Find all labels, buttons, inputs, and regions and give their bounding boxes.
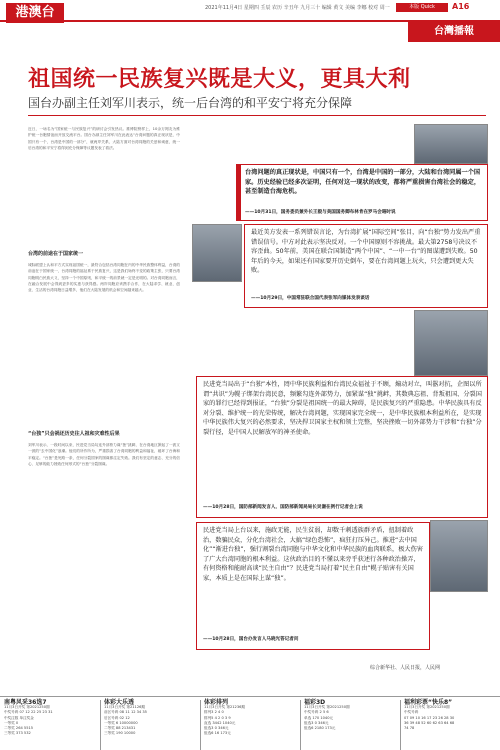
footer-source-note: 综合新华社、人民日报，人民网 — [370, 665, 441, 671]
lottery-line: 74 78 — [404, 726, 415, 731]
quote-box-3 — [196, 376, 488, 518]
quote-2-source: ——10月29日，中国常驻联合国代表张军向媒体发表谈话 — [251, 296, 370, 301]
lottery-line: 11月3日开奖 第2021250期 — [404, 705, 450, 710]
market-divider — [200, 700, 201, 750]
market-divider — [100, 700, 101, 750]
quote-2-text: 最近美方发表一系列错误言论，为台湾扩展“国际空间”张目，向“台独”势力发出严重错误信号。中方对此表示坚决反对。一个中国原则不容挑战。最大第2758号决议不容歪曲。50年前，美国在联合国制造“两个中国”、“一中一台”的图谋遭到失败。50年后的今天，如果还有国家要开历史倒车，要在台湾问题上玩火，只会遭到更大失败。 — [251, 229, 481, 274]
page-number: A16 — [452, 2, 470, 11]
quote-1-text: 台湾问题的真正现状是，中国只有一个，台湾是中国的一部分，大陆和台湾同属一个国家。历史经验已经多次证明，任何对这一现状的改变，都将严重损害台湾社会的稳定，甚至制造台海危机。 — [245, 169, 481, 195]
lottery-line: 中奖号码 — [404, 710, 419, 715]
headline: 祖国统一民族复兴既是大义，更具大利 — [28, 67, 411, 92]
photo-wang-yi — [414, 124, 488, 164]
section-heading-2: “台独”只会祸还历史往人祖和灾难性后果 — [28, 431, 120, 437]
lottery-title: 体彩排列 — [204, 699, 229, 706]
lottery-line: 排列5 4 2 0 3 9 — [204, 715, 231, 720]
lottery-line: 07 09 10 16 17 23 26 28 30 — [404, 715, 455, 720]
lottery-line: 11月3日开奖 第2021250期 — [4, 705, 50, 710]
photo-zhang-jun — [192, 224, 242, 282]
lottery-block-3 — [204, 700, 296, 736]
date-line: 2021年11月4日 星期四 壬辰 农历 辛丑年 九月三十 编辑 黄文 美编 李娜 校对 周一 — [205, 5, 390, 11]
quote-3-text: 民进党当局出于“台独”本性，罔中华民族利益和台湾民众福祉于不顾，煽动对立，叫嚣对抗，企图以所谓“共识”为幌子绑架台湾民意，频繁勾连外部势力，加紧谋“独”挑衅，其数典忘祖、背叛祖国、分裂国家的罪行已经得到报证，“台独”分裂是祖国统一的最大障碍，是民族复兴的严重隐患。中华民族具有反对分裂、维护统一的光荣传统，解决台湾问题，实现国家完全统一，是中华民族根本利益所在，是实现中华民族伟大复兴的必然要求，坚决捍卫国家主权和领土完整，坚决挫败一切外部势力干涉和“台独”分裂行径，是中国人民解放军的神圣使命。 — [203, 381, 482, 436]
lottery-title: 南粤风采36选7 — [4, 699, 47, 706]
market-rule — [0, 696, 500, 697]
lottery-block-1 — [4, 700, 96, 736]
lottery-line: 单选 170 1040元 — [304, 715, 334, 720]
lottery-line: 11月3日开奖 第21236期 — [204, 705, 245, 710]
quote-4-text: 民进党当局上台以来，施政无能，民生贫弱，却数千刺透族群矛盾，扭制着政治，数骗民众，分化台湾社会，大搞“绿色恐怖”，疯狂打压异己。推进“去中国化”“渐进台独”，强行割裂台湾同胞与中华文化和中华民族的血肉联系，极大伤害了广大台湾同胞的根本利益。这伙政治目的不懂以来旁乎获述行各种政治操弄，有何资格和能耐高谈“民主自由”？民进党当局打着“民主自由”幌子贴害有关国家，本质上是在国际上谋“独”。 — [203, 527, 423, 582]
lottery-block-5 — [404, 700, 496, 731]
lottery-title: 福彩3D — [304, 699, 326, 706]
lottery-line: 二等奖 264 5515 — [4, 726, 34, 731]
lottery-line: 11月3日开奖 第21126期 — [104, 705, 145, 710]
lottery-title: 福利彩票“快乐8” — [404, 699, 453, 706]
photo-wu-qian — [414, 310, 488, 376]
subheadline: 国台办副主任刘军川表示，统一后台湾的和平安宁将充分保障 — [28, 96, 353, 110]
lottery-line: 中奖号码 2 5 6 — [304, 710, 329, 715]
market-divider — [300, 700, 301, 750]
lottery-line: 11月3日开奖 第2021250期 — [304, 705, 350, 710]
lottery-line: 组选3 0 346元 — [204, 726, 229, 731]
lottery-line: 直选 3442 1040元 — [204, 720, 236, 725]
lottery-line: 36 39 48 52 60 62 63 64 68 — [404, 720, 455, 725]
quote-box-4 — [196, 522, 430, 650]
lottery-block-2 — [104, 700, 196, 736]
body-paragraph-2: 城际联盟上认和平方式实现祖国统一，最符合包括台湾同胞在内的中华民族整体利益，台湾的前途在于国家统一，台湾同胞的福祉系于民族复兴，这是我们始终不变的政策主张，只要台湾同胞明白民族大义，坚持一个中国原则，和平统一的前景就一定是光明的。对台湾同胞而言，在融合发展中会得到更多的实惠与获得感。两岸同胞应该携手合作，在大陆求学、就业、创业、生活的台湾同胞日益增多，他们在大陆发展的机会和空间越来越大。 — [28, 263, 180, 293]
lottery-line: 一等奖 6 10000000 — [104, 720, 138, 725]
market-divider — [400, 700, 401, 750]
lottery-line: 组选3 0 346元 — [304, 720, 329, 725]
headline-rule — [28, 115, 486, 116]
section-tag: 港澳台 — [6, 3, 64, 23]
lottery-line: 排列3 2 4 0 — [204, 710, 224, 715]
lottery-line: 二等奖 88 213431 — [104, 726, 136, 731]
lottery-line: 组选6 2180 173元 — [304, 726, 336, 731]
quote-3-source: ——10月28日，国防部新闻发言人、国防部新闻局局长吴谦在例行记者会上说 — [203, 505, 363, 510]
lottery-title: 体彩大乐透 — [104, 699, 135, 706]
lottery-block-4 — [304, 700, 396, 731]
lottery-line: 一等奖 0 — [4, 720, 19, 725]
quote-box-2 — [244, 224, 488, 308]
lottery-line: 前区号码 08 11 12 34 35 — [104, 710, 147, 715]
quote-1-source: ——10月31日，国务委员兼外长王毅与美国国务卿布林肯在罗马会晤时说 — [245, 210, 396, 215]
body-paragraph-3: 刘军川表示，一段时间以来，民进党当局勾连外部势力谋“独”挑衅，在台湾地区掀起了一波又一波的“去中国化”浪潮。他们的所作所为，严重损害了台湾同胞的利益和福祉，破坏了台海和平稳定。“台独”是死路一条，任何分裂国家的图谋都注定失败。我们有坚定的意志、充分的信心、足够的能力挫败任何形式的“台独”分裂图谋。 — [28, 443, 180, 466]
lottery-line: 中奖注数 单注奖金 — [4, 715, 34, 720]
column-banner: 台灣播報 — [408, 22, 500, 42]
quote-4-source: ——10月28日，国台办发言人马晓光答记者问 — [203, 637, 299, 642]
body-paragraph-1: 近日，一场名为“国家统一与民族复兴”的研讨会引发热议。推博院榜样上，10余万网友为维护统一台胞情谊而开放交流平台。国台办副主任刘军川在此表达“台湾问题的真正现状是，中国只有一个，台湾是中国的一部分”，就两岸关系，大陆方面对台湾同胞的关爱和诚意，统一后台湾的和平安宁将得到充分保障等议题发表了看法。 — [28, 127, 180, 150]
quote-bar — [237, 165, 241, 220]
photo-ma-xiaoguang — [430, 520, 488, 592]
lottery-line: 组选6 16 173元 — [204, 731, 231, 736]
quote-box-1 — [236, 164, 488, 221]
lottery-line: 后区号码 02 12 — [104, 715, 130, 720]
lottery-line: 三等奖 373 532 — [4, 731, 31, 736]
lottery-line: 中奖号码 07 12 22 25 23 31 — [4, 710, 53, 715]
lottery-line: 三等奖 190 10000 — [104, 731, 136, 736]
section-heading-1: 台湾的前途在于国家统一 — [28, 251, 84, 257]
red-label: 本版 Quick — [396, 3, 448, 12]
